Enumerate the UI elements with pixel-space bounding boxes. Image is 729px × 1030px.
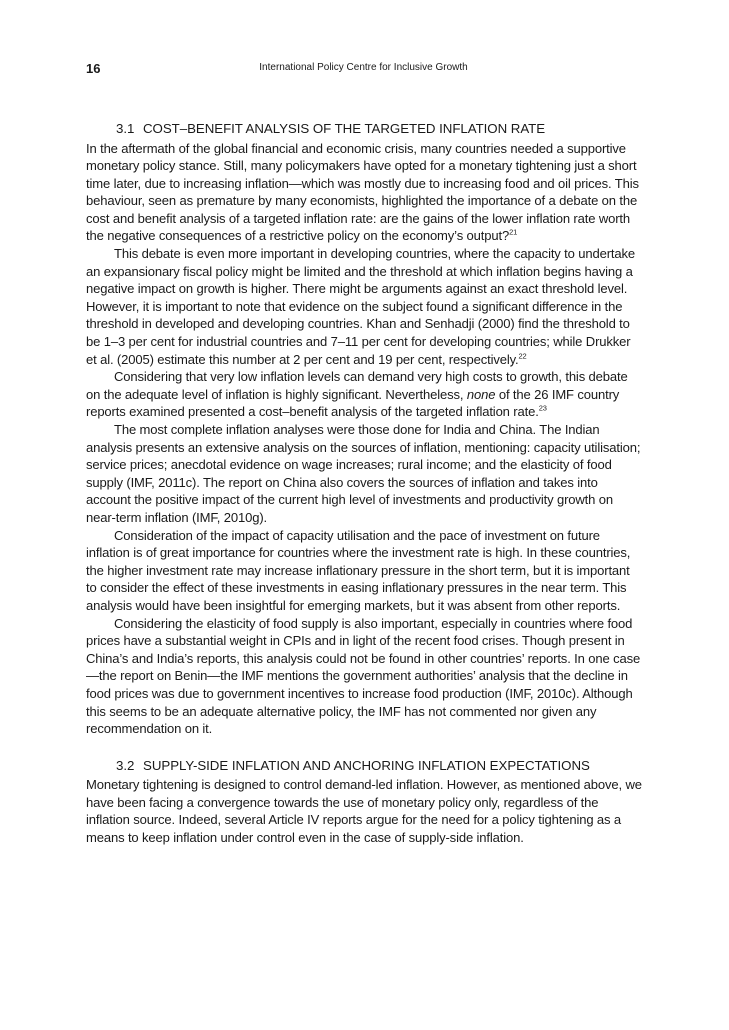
section-title: COST–BENEFIT ANALYSIS OF THE TARGETED INFLATION RATE <box>143 121 546 136</box>
footnote-ref[interactable]: 21 <box>509 228 518 238</box>
section-number: 3.1 <box>116 121 135 136</box>
running-title: International Policy Centre for Inclusive Growth <box>259 62 468 73</box>
paragraph-text: Consideration of the impact of capacity utilisation and the pace of investment on future inflation is of great importance for countries where the investment rate is high. In these countries, the higher investment rate may increase inflationary pressure in the short term, but it is important to consider the effect of these investments in easing inflationary pressures in the near term. This analysis would have been insightful for emerging markets, but it was absent from other reports. <box>86 527 631 613</box>
section-heading-3-2 <box>86 757 642 775</box>
page-body <box>86 120 642 847</box>
page-number: 16 <box>86 61 101 76</box>
paragraph-text: In the aftermath of the global financial and economic crisis, many countries needed a supportive monetary policy stance. Still, many policymakers have opted for a monetary tightening just a short time later, due to increasing inflation—which was mostly due to increasing food and oil prices. This behaviour, seen as premature by many economists, highlighted the importance of a debate on the cost and benefit analysis of a targeted inflation rate: are the gains of the lower inflation rate worth the negative consequences of a restrictive policy on the economy’s output? <box>86 140 639 244</box>
footnote-ref[interactable]: 22 <box>518 351 527 361</box>
section-heading-3-1 <box>86 120 642 138</box>
paragraph <box>86 140 642 246</box>
paragraph-text: Monetary tightening is designed to control demand-led inflation. However, as mentioned above, we have been facing a convergence towards the use of monetary policy only, regardless of the inflation source. Indeed, several Article IV reports argue for the need for a policy tightening as a means to keep inflation under control even in the case of supply-side inflation. <box>86 777 642 845</box>
paragraph-text: This debate is even more important in developing countries, where the capacity to undertake an expansionary fiscal policy might be limited and the threshold at which inflation begins having a negative impact on growth is higher. There might be arguments against an exact threshold level. However, it is important to note that evidence on the subject found a significant difference in the threshold in developed and developing countries. Khan and Senhadji (2000) find the threshold to be 1–3 per cent for industrial countries and 7–11 per cent for developing countries; while Drukker et al. (2005) estimate this number at 2 per cent and 19 per cent, respectively. <box>86 246 636 367</box>
paragraph <box>86 527 642 615</box>
paragraph <box>86 615 642 738</box>
section-number: 3.2 <box>116 757 135 773</box>
paragraph <box>86 245 642 368</box>
page-header <box>86 61 641 79</box>
paragraph <box>86 776 642 846</box>
emphasis-text: none <box>466 386 496 402</box>
footnote-ref[interactable]: 23 <box>538 404 547 414</box>
paragraph <box>86 421 642 527</box>
paragraph-text: Considering that very low inflation levels can demand very high costs to growth, this debate on the adequate level of inflation is highly significant. Nevertheless, <box>86 369 628 402</box>
section-title: SUPPLY-SIDE INFLATION AND ANCHORING INFLATION EXPECTATIONS <box>143 757 590 773</box>
paragraph-text: of the 26 IMF country reports examined presented a cost–benefit analysis of the targeted inflation rate. <box>86 386 620 420</box>
paragraph-text: Considering the elasticity of food supply is also important, especially in countries where food prices have a substantial weight in CPIs and in light of the recent food crises. Though present in China’s and India’s reports, this analysis could not be found in other countries’ reports. In one case—the report on Benin—the IMF mentions the government authorities’ analysis that the decline in food prices was due to government incentives to increase food production (IMF, 2010c). Although this seems to be an adequate alternative policy, the IMF has not commented nor given any recommendation on it. <box>86 615 641 737</box>
paragraph <box>86 368 642 421</box>
paragraph-text: The most complete inflation analyses were those done for India and China. The Indian analysis presents an extensive analysis on the sources of inflation, mentioning: capacity utilisation; service prices; anecdotal evidence on wage increases; rural income; and the elasticity of food supply (IMF, 2011c). The report on China also covers the sources of inflation and takes into account the positive impact of the current high level of investments and productivity growth on near-term inflation (IMF, 2010g). <box>86 422 641 525</box>
